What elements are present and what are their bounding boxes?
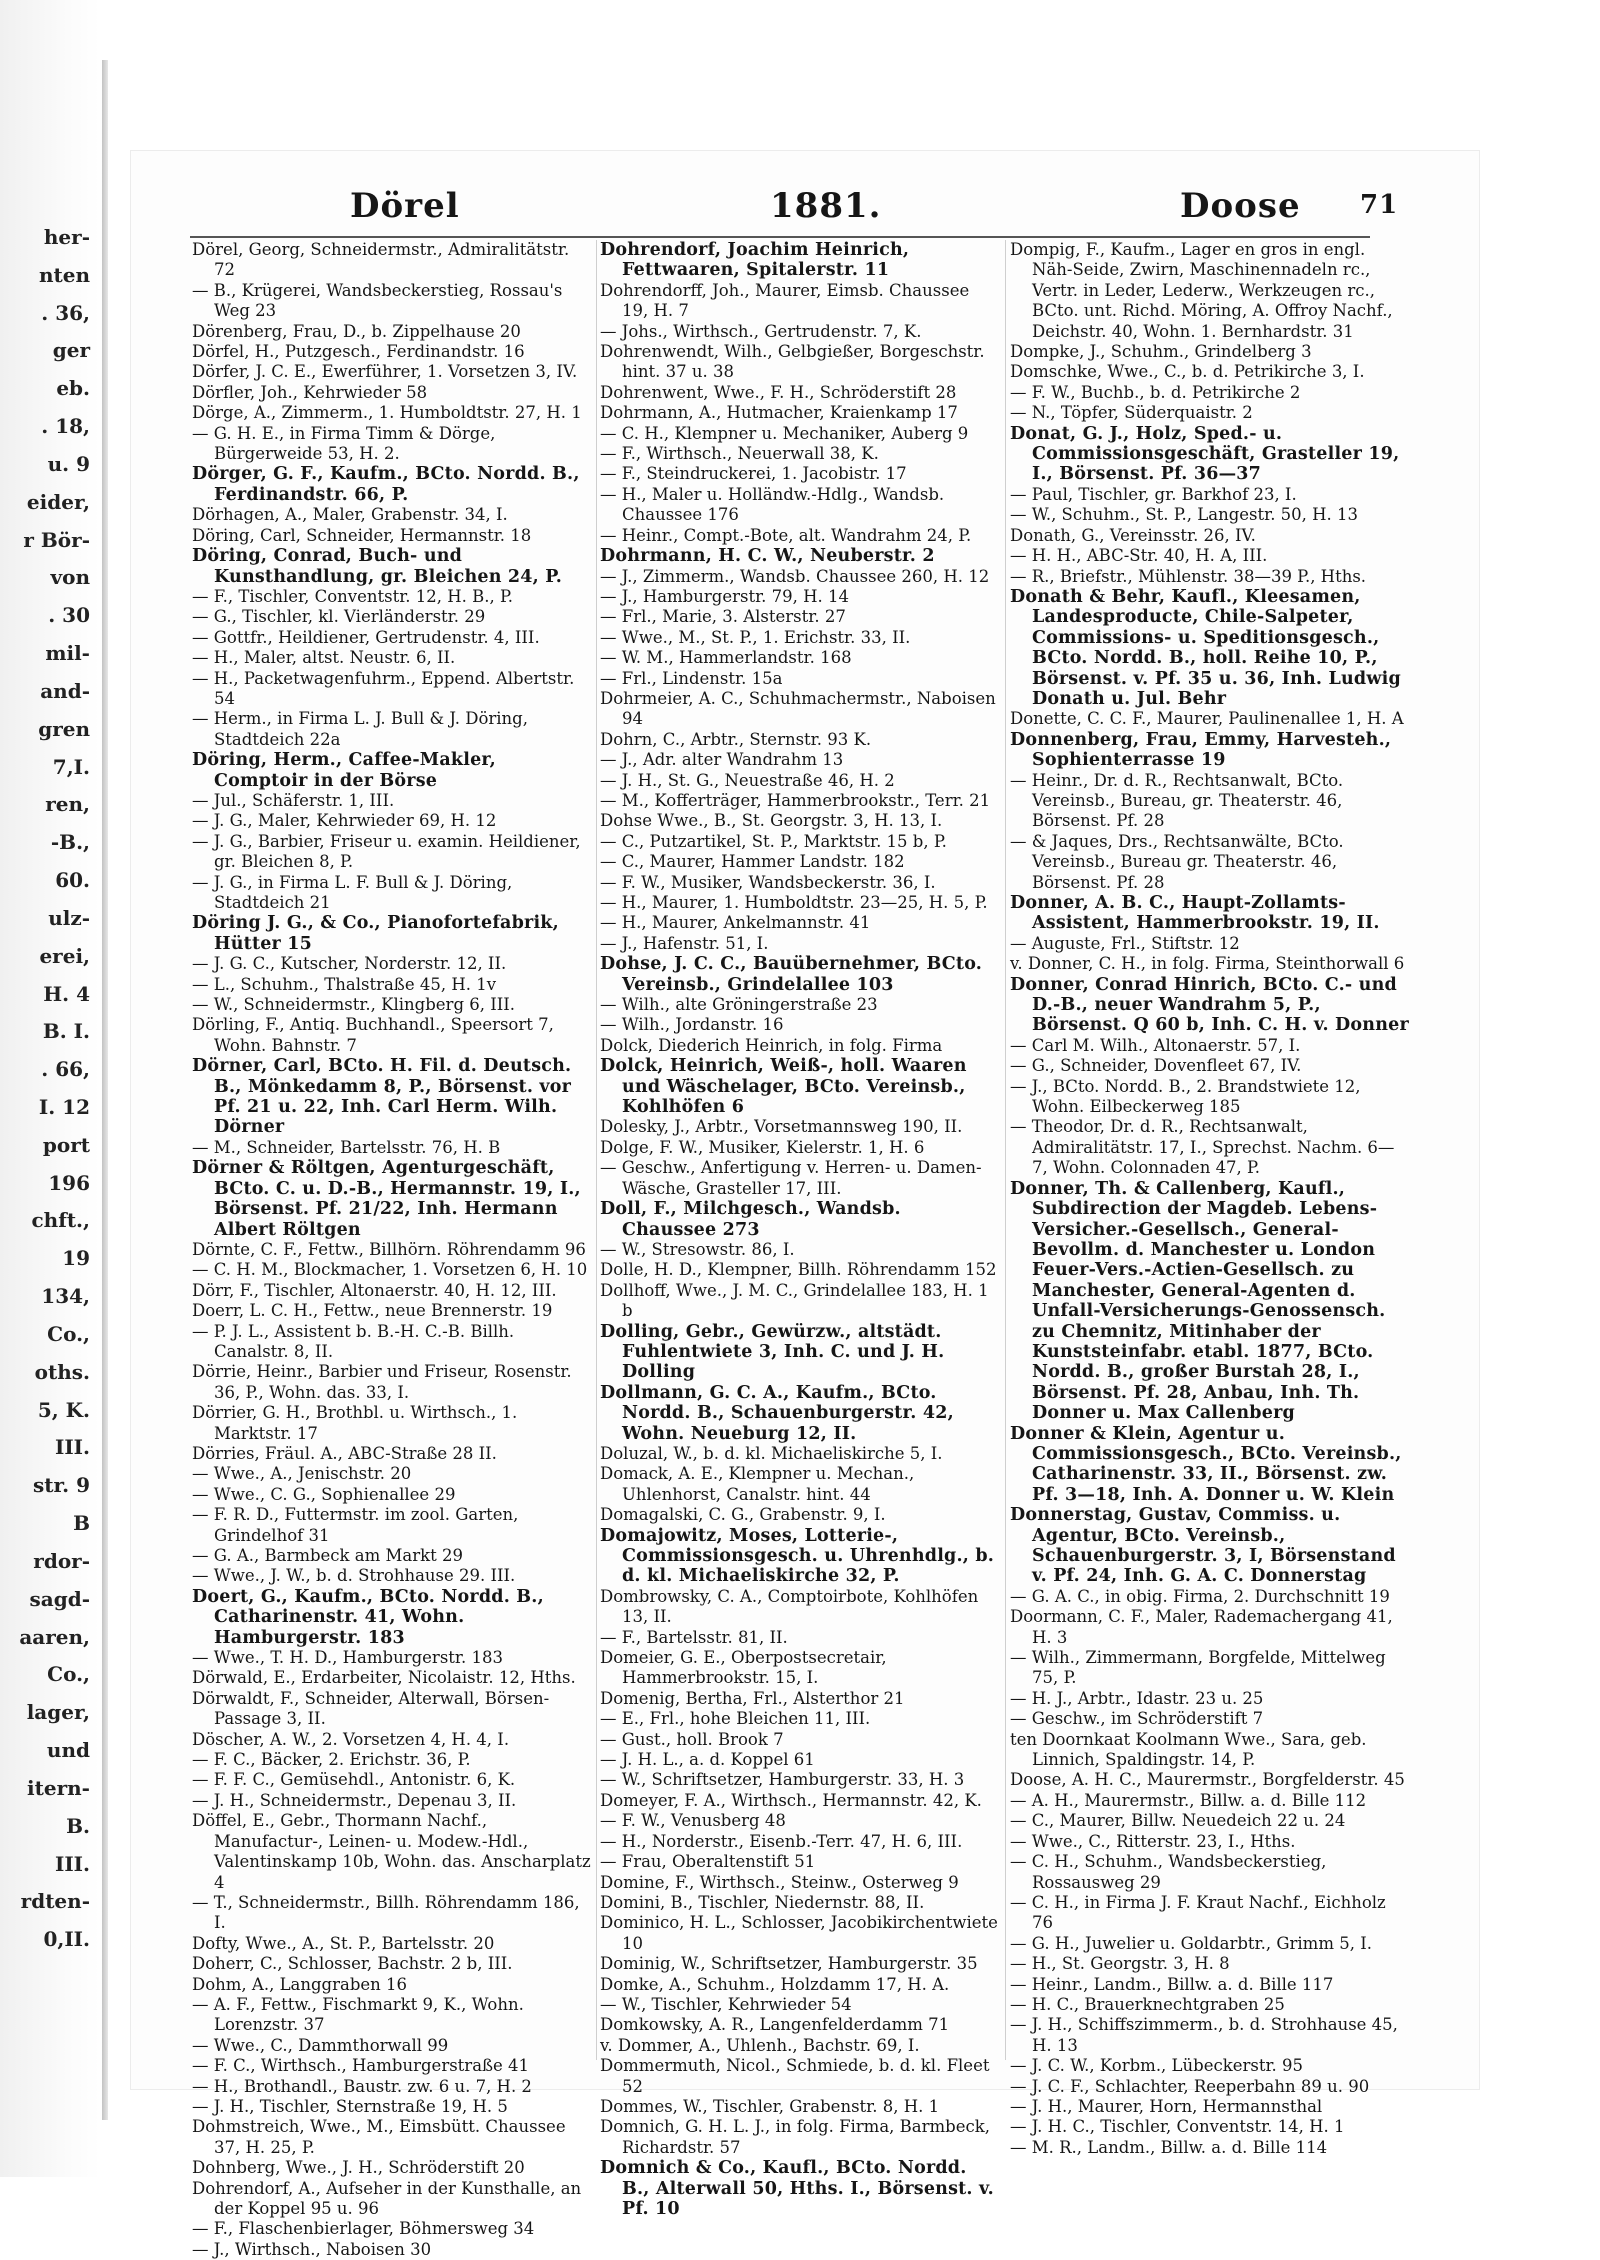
directory-entry: — C., Maurer, Hammer Landstr. 182 [600, 852, 905, 872]
directory-entry: — F., Steindruckerei, 1. Jacobistr. 17 [600, 464, 907, 484]
directory-entry: Dommermuth, Nicol., Schmiede, b. d. kl. Fleet 52 [600, 2056, 990, 2096]
directory-entry: v. Donner, C. H., in folg. Firma, Steinthorwall 6 [1010, 954, 1405, 974]
directory-entry: — W. M., Hammerlandstr. 168 [600, 648, 852, 668]
directory-entry: Domkowsky, A. R., Langenfelderdamm 71 [600, 2015, 950, 2035]
directory-entry: — J., Adr. alter Wandrahm 13 [600, 750, 844, 770]
directory-entry: Dohrmann, A., Hutmacher, Kraienkamp 17 [600, 403, 958, 423]
directory-entry: Dolck, Diederich Heinrich, in folg. Firma [600, 1035, 943, 1055]
directory-entry: — N., Töpfer, Süderquaistr. 2 [1010, 403, 1253, 423]
directory-entry: Dörwald, E., Erdarbeiter, Nicolaistr. 12, Hths. [192, 1668, 576, 1688]
directory-entry: — Wwe., C., Ritterstr. 23, I., Hths. [1010, 1831, 1296, 1851]
previous-page-fragment: mil- [45, 641, 90, 665]
directory-entry: Dörge, A., Zimmerm., 1. Humboldtstr. 27, H. 1 [192, 403, 582, 423]
previous-page-fragment: port [42, 1133, 90, 1157]
directory-entry: Döring, Carl, Schneider, Hermannstr. 18 [192, 525, 532, 545]
column-right [1010, 240, 1410, 2157]
directory-entry: Domnich, G. H. L. J., in folg. Firma, Barmbeck, Richardstr. 57 [600, 2117, 990, 2157]
directory-entry: — H. J., Arbtr., Idastr. 23 u. 25 [1010, 1688, 1264, 1708]
header-year: 1881. [770, 186, 882, 226]
previous-page-fragment: her- [43, 225, 90, 249]
directory-entry: Dolle, H. D., Klempner, Billh. Röhrendamm 152 [600, 1260, 997, 1280]
directory-entry: — Wwe., C., Dammthorwall 99 [192, 2035, 449, 2055]
directory-entry: Dominico, H. L., Schlosser, Jacobikirchentwiete 10 [600, 1913, 998, 1953]
previous-page-fragment: 134, [41, 1284, 90, 1308]
directory-entry: — M., Schneider, Bartelsstr. 76, H. B [192, 1137, 501, 1157]
previous-page-fragment: lager, [26, 1700, 90, 1724]
directory-entry: — Herm., in Firma L. J. Bull & J. Döring, Stadtdeich 22a [192, 709, 528, 749]
directory-entry: — A. F., Fettw., Fischmarkt 9, K., Wohn. Lorenzstr. 37 [192, 1994, 524, 2035]
directory-entry: Döscher, A. W., 2. Vorsetzen 4, H. 4, I. [192, 1729, 510, 1749]
directory-entry: Dohnberg, Wwe., J. H., Schröderstift 20 [192, 2158, 525, 2178]
directory-entry: — Jul., Schäferstr. 1, III. [192, 790, 395, 810]
previous-page-fragment: . 18, [41, 414, 90, 438]
previous-page-fragment: eb. [56, 376, 90, 400]
directory-entry: — H., Norderstr., Eisenb.-Terr. 47, H. 6, III. [600, 1831, 963, 1851]
directory-entry: — J. G. C., Kutscher, Norderstr. 12, II. [192, 954, 507, 974]
directory-entry: — J. H., Maurer, Horn, Hermannsthal [1010, 2096, 1323, 2116]
directory-entry: — Wilh., Jordanstr. 16 [600, 1015, 784, 1035]
directory-entry: — J. H., St. G., Neuestraße 46, H. 2 [600, 770, 895, 790]
directory-entry: — Wwe., C. G., Sophienallee 29 [192, 1484, 456, 1504]
previous-page-fragment: von [50, 565, 90, 589]
directory-entry: Domschke, Wwe., C., b. d. Petrikirche 3, I. [1010, 362, 1365, 382]
directory-entry: Doll, F., Milchgesch., Wandsb. Chaussee 273 [600, 1199, 901, 1240]
directory-entry: Donette, C. C. F., Maurer, Paulinenallee 1, H. A [1010, 709, 1404, 729]
directory-entry: — Gust., holl. Brook 7 [600, 1729, 784, 1749]
directory-entry: Dörner, Carl, BCto. H. Fil. d. Deutsch. B., Mönkedamm 8, P., Börsenst. vor Pf. 21 u. 22, Inh. Carl Herm. Wilh. Dörner [192, 1056, 572, 1138]
directory-entry: — H., Maler u. Holländw.-Hdlg., Wandsb. Chaussee 176 [600, 484, 945, 525]
previous-page-fragment: itern- [27, 1776, 90, 1800]
previous-page-fragment: und [46, 1738, 90, 1762]
directory-entry: — Geschw., Anfertigung v. Herren- u. Damen-Wäsche, Grasteller 17, III. [600, 1158, 982, 1198]
directory-entry: — F., Flaschenbierlager, Böhmersweg 34 [192, 2219, 535, 2239]
directory-entry: Domajowitz, Moses, Lotterie-, Commissionsgesch. u. Uhrenhdlg., b. d. kl. Michaeliskirche 32, P. [600, 1525, 995, 1587]
directory-entry: — H., Brothandl., Baustr. zw. 6 u. 7, H. 2 [192, 2076, 532, 2096]
directory-entry: Dombrowsky, C. A., Comptoirbote, Kohlhöfen 13, II. [600, 1586, 979, 1627]
previous-page-fragment: aaren, [19, 1625, 90, 1649]
directory-entry: — Frl., Marie, 3. Alsterstr. 27 [600, 607, 846, 627]
previous-page-fragment: B [73, 1511, 90, 1535]
previous-page-fragment: chft., [31, 1208, 90, 1232]
previous-page-fragment: erei, [39, 944, 90, 968]
previous-page-fragment: 60. [55, 868, 90, 892]
directory-entry: Döring, Conrad, Buch- und Kunsthandlung, gr. Bleichen 24, P. [192, 546, 563, 587]
previous-page-fragment: III. [54, 1435, 90, 1459]
directory-entry: — Carl M. Wilh., Altonaerstr. 57, I. [1010, 1035, 1301, 1055]
directory-entry: Donnerstag, Gustav, Commiss. u. Agentur, BCto. Vereinsb., Schauenburgerstr. 3, I, Börsenstand v. Pf. 24, Inh. G. A. C. Donnerstag [1010, 1505, 1396, 1587]
directory-entry: Döring, Herm., Caffee-Makler, Comptoir in der Börse [192, 750, 496, 791]
directory-entry: — H., Maurer, Ankelmannstr. 41 [600, 913, 871, 933]
directory-entry: Domeier, G. E., Oberpostsecretair, Hammerbrookstr. 15, I. [600, 1648, 887, 1688]
directory-entry: Doormann, C. F., Maler, Rademachergang 41, H. 3 [1010, 1607, 1393, 1647]
directory-entry: Dolck, Heinrich, Weiß-, holl. Waaren und Wäschelager, BCto. Vereinsb., Kohlhöfen 6 [600, 1056, 967, 1118]
directory-entry: — G. H., Juwelier u. Goldarbtr., Grimm 5, I. [1010, 1933, 1372, 1953]
previous-page-fragment: u. 9 [47, 452, 90, 476]
directory-entry: Döffel, E., Gebr., Thormann Nachf., Manufactur-, Leinen- u. Modew.-Hdl., Valentinskamp 10b, Wohn. das. Anscharplatz 4 [192, 1811, 591, 1892]
previous-page-fragment: 7,I. [52, 755, 90, 779]
directory-entry: Domeyer, F. A., Wirthsch., Hermannstr. 42, K. [600, 1790, 982, 1810]
directory-entry: — F. W., Venusberg 48 [600, 1811, 786, 1831]
directory-entry: — Heinr., Dr. d. R., Rechtsanwalt, BCto. Vereinsb., Bureau, gr. Theaterstr. 46, Börsenst. Pf. 28 [1010, 770, 1344, 831]
directory-entry: — Johs., Wirthsch., Gertrudenstr. 7, K. [600, 321, 922, 341]
directory-entry: Döring J. G., & Co., Pianofortefabrik, Hütter 15 [192, 913, 559, 954]
directory-entry: Domagalski, C. G., Grabenstr. 9, I. [600, 1505, 886, 1525]
directory-entry: — G. A. C., in obig. Firma, 2. Durchschnitt 19 [1010, 1586, 1390, 1606]
directory-entry: — J., Zimmerm., Wandsb. Chaussee 260, H. 12 [600, 566, 990, 586]
directory-entry: — J. G., in Firma L. F. Bull & J. Döring, Stadtdeich 21 [192, 872, 513, 912]
directory-entry: Dörfer, J. C. E., Ewerführer, 1. Vorsetzen 3, IV. [192, 362, 578, 382]
directory-entry: — B., Krügerei, Wandsbeckerstieg, Rossau's Weg 23 [192, 280, 563, 321]
book-gutter [102, 60, 108, 2120]
previous-page-fragment: Co., [47, 1662, 90, 1686]
directory-entry: Domnich & Co., Kaufl., BCto. Nordd. B., Alterwall 50, Hths. I., Börsenst. v. Pf. 10 [600, 2158, 994, 2219]
directory-entry: Domini, B., Tischler, Niedernstr. 88, II. [600, 1892, 925, 1912]
page-number: 71 [1360, 190, 1399, 220]
directory-entry: Dolesky, J., Arbtr., Vorsetmannsweg 190, II. [600, 1117, 963, 1137]
directory-entry: — J. H., Schiffszimmerm., b. d. Strohhause 45, H. 13 [1010, 2015, 1398, 2055]
directory-entry: Dohrenwendt, Wilh., Gelbgießer, Borgeschstr. hint. 37 u. 38 [600, 342, 985, 382]
previous-page-fragment: sagd- [29, 1587, 90, 1611]
directory-entry: — Wwe., J. W., b. d. Strohhause 29. III. [192, 1566, 516, 1586]
directory-entry: — F. W., Buchb., b. d. Petrikirche 2 [1010, 382, 1301, 402]
directory-entry: — W., Stresowstr. 86, I. [600, 1239, 795, 1259]
directory-entry: — H., St. Georgstr. 3, H. 8 [1010, 1954, 1230, 1974]
directory-entry: Dörrie, Heinr., Barbier und Friseur, Rosenstr. 36, P., Wohn. das. 33, I. [192, 1362, 572, 1402]
directory-entry: Dörries, Fräul. A., ABC-Straße 28 II. [192, 1443, 497, 1463]
directory-entry: — C., Maurer, Billw. Neuedeich 22 u. 24 [1010, 1811, 1346, 1831]
directory-entry: — J., Hafenstr. 51, I. [600, 933, 769, 953]
directory-entry: Donnenberg, Frau, Emmy, Harvesteh., Sophienterrasse 19 [1010, 729, 1392, 771]
directory-entry: — G. A., Barmbeck am Markt 29 [192, 1546, 464, 1565]
directory-entry: — Frl., Lindenstr. 15a [600, 668, 783, 688]
directory-entry: — M. R., Landm., Billw. a. d. Bille 114 [1010, 2137, 1328, 2157]
directory-entry: — C. H., Klempner u. Mechaniker, Auberg 9 [600, 423, 969, 443]
directory-entry: Doerr, L. C. H., Fettw., neue Brennerstr. 19 [192, 1301, 553, 1321]
directory-entry: Dörhagen, A., Maler, Grabenstr. 34, I. [192, 505, 508, 525]
directory-entry: Donner, A. B. C., Haupt-Zollamts-Assistent, Hammerbrookstr. 19, II. [1010, 893, 1380, 934]
previous-page-fragment: ulz- [48, 906, 90, 930]
column-left [192, 240, 592, 2259]
directory-entry: Dörner & Röltgen, Agenturgeschäft, BCto. C. u. D.-B., Hermannstr. 19, I., Börsenst. Pf. 21/22, Inh. Hermann Albert Röltgen [192, 1158, 581, 1240]
directory-entry: Dörrier, G. H., Brothbl. u. Wirthsch., 1. Marktstr. 17 [192, 1403, 518, 1443]
header-rule [190, 236, 1370, 238]
header-right-keyword: Doose [1180, 186, 1301, 226]
directory-entry: — W., Schriftsetzer, Hamburgerstr. 33, H. 3 [600, 1770, 965, 1790]
previous-page-fragment: oths. [34, 1360, 90, 1384]
previous-page-fragment: rdten- [20, 1889, 90, 1913]
directory-entry: — F. W., Musiker, Wandsbeckerstr. 36, I. [600, 872, 936, 892]
column-separator [1005, 240, 1006, 2060]
directory-entry: Dohrenwent, Wwe., F. H., Schröderstift 28 [600, 382, 957, 402]
previous-page-fragment: H. 4 [43, 982, 90, 1006]
directory-entry: — Wilh., alte Gröningerstraße 23 [600, 995, 878, 1015]
directory-entry: — J. G., Maler, Kehrwieder 69, H. 12 [192, 811, 497, 831]
directory-entry: Donat, G. J., Holz, Sped.- u. Commissionsgeschäft, Grasteller 19, I., Börsenst. Pf. 36—37 [1010, 423, 1400, 485]
previous-page-fragment: nten [38, 263, 90, 287]
directory-entry: Doluzal, W., b. d. kl. Michaeliskirche 5, I. [600, 1443, 943, 1463]
directory-entry: — J. G., Barbier, Friseur u. examin. Heildiener, gr. Bleichen 8, P. [192, 831, 581, 872]
directory-entry: — W., Tischler, Kehrwieder 54 [600, 1994, 852, 2014]
previous-page-fragment: . 36, [41, 301, 90, 325]
directory-entry: — Heinr., Landm., Billw. a. d. Bille 117 [1010, 1974, 1334, 1994]
previous-page-fragment: and- [40, 679, 90, 703]
directory-entry: Dohrendorff, Joh., Maurer, Eimsb. Chaussee 19, H. 7 [600, 280, 970, 321]
directory-entry: Dohm, A., Langgraben 16 [192, 1974, 408, 1994]
directory-entry: — Auguste, Frl., Stiftstr. 12 [1010, 933, 1240, 953]
directory-entry: — E., Frl., hohe Bleichen 11, III. [600, 1709, 871, 1729]
directory-entry: — Wwe., A., Jenischstr. 20 [192, 1464, 412, 1484]
directory-entry: Dommes, W., Tischler, Grabenstr. 8, H. 1 [600, 2096, 940, 2116]
directory-entry: — T., Schneidermstr., Billh. Röhrendamm 186, I. [192, 1892, 580, 1933]
directory-entry: Dörger, G. F., Kaufm., BCto. Nordd. B., Ferdinandstr. 66, P. [192, 464, 580, 505]
directory-entry: — Heinr., Compt.-Bote, alt. Wandrahm 24, P. [600, 525, 972, 545]
directory-entry: — F., Wirthsch., Neuerwall 38, K. [600, 444, 879, 464]
directory-entry: Dohse Wwe., B., St. Georgstr. 3, H. 13, I. [600, 811, 943, 831]
directory-entry: — F., Bartelsstr. 81, II. [600, 1627, 788, 1647]
header-left-keyword: Dörel [350, 186, 460, 226]
directory-entry: — F. R. D., Futtermstr. im zool. Garten, Grindelhof 31 [192, 1505, 519, 1545]
directory-entry: — J. H. C., Tischler, Conventstr. 14, H. 1 [1010, 2117, 1345, 2137]
directory-entry: — G., Schneider, Dovenfleet 67, IV. [1010, 1056, 1302, 1076]
directory-entry: — F. C., Bäcker, 2. Erichstr. 36, P. [192, 1750, 471, 1770]
directory-entry: — J. H., Schneidermstr., Depenau 3, II. [192, 1790, 517, 1810]
directory-entry: Dörnte, C. F., Fettw., Billhörn. Röhrendamm 96 [192, 1239, 586, 1259]
directory-entry: — J., BCto. Nordd. B., 2. Brandstwiete 12, Wohn. Eilbeckerweg 185 [1010, 1076, 1361, 1117]
directory-entry: Domine, F., Wirthsch., Steinw., Osterweg 9 [600, 1872, 959, 1892]
directory-entry: — Wwe., M., St. P., 1. Erichstr. 33, II. [600, 627, 911, 647]
directory-entry: — L., Schuhm., Thalstraße 45, H. 1v [192, 974, 497, 994]
directory-entry: Dohrmeier, A. C., Schuhmachermstr., Naboisen 94 [600, 688, 996, 729]
directory-entry: Domenig, Bertha, Frl., Alsterthor 21 [600, 1688, 905, 1708]
directory-entry: — W., Schuhm., St. P., Langestr. 50, H. 13 [1010, 505, 1359, 525]
directory-entry: — W., Schneidermstr., Klingberg 6, III. [192, 995, 516, 1015]
directory-entry: — J., Wirthsch., Naboisen 30 [192, 2239, 432, 2259]
directory-entry: — Paul, Tischler, gr. Barkhof 23, I. [1010, 484, 1297, 504]
previous-page-fragment: 5, K. [37, 1398, 90, 1422]
directory-entry: v. Dommer, A., Uhlenh., Bachstr. 69, I. [600, 2035, 920, 2055]
directory-entry: Dohrn, C., Arbtr., Sternstr. 93 K. [600, 729, 872, 749]
previous-page-fragment: gren [38, 717, 90, 741]
directory-entry: — J. C. F., Schlachter, Reeperbahn 89 u. 90 [1010, 2076, 1370, 2096]
directory-entry: Donner & Klein, Agentur u. Commissionsgesch., BCto. Vereinsb., Catharinenstr. 33, II., Börsenst. zw. Pf. 3—18, Inh. A. Donner u. W. Klein [1010, 1423, 1402, 1505]
directory-entry: — H. C., Brauerknechtgraben 25 [1010, 1994, 1285, 2014]
previous-page-fragment: r Bör- [23, 528, 90, 552]
directory-entry: Donner, Conrad Hinrich, BCto. C.- und D.-B., neuer Wandrahm 5, P., Börsenst. Q 60 b, Inh. C. H. v. Donner [1010, 974, 1409, 1036]
directory-entry: — J. H., Tischler, Sternstraße 19, H. 5 [192, 2096, 508, 2116]
directory-entry: ten Doornkaat Koolmann Wwe., Sara, geb. Linnich, Spaldingstr. 14, P. [1010, 1729, 1367, 1770]
column-middle [600, 240, 1000, 2219]
directory-entry: Donath & Behr, Kaufl., Kleesamen, Landesproducte, Chile-Salpeter, Commissions- u. Speditionsgesch., BCto. Nordd. B., holl. Reihe 10, P., Börsenst. v. Pf. 35 u. 36, Inh. Ludwig Donath u. Jul. Behr [1010, 586, 1401, 709]
directory-entry: Dohmstreich, Wwe., M., Eimsbütt. Chaussee 37, H. 25, P. [192, 2117, 566, 2157]
directory-entry: Doert, G., Kaufm., BCto. Nordd. B., Catharinenstr. 41, Wohn. Hamburgerstr. 183 [192, 1586, 544, 1648]
directory-entry: — M., Kofferträger, Hammerbrookstr., Terr. 21 [600, 790, 991, 810]
previous-page-fragment: str. 9 [32, 1473, 90, 1497]
previous-page-fragment: B. I. [42, 1019, 90, 1043]
directory-entry: Dörr, F., Tischler, Altonaerstr. 40, H. 12, III. [192, 1280, 557, 1300]
directory-entry: — Gottfr., Heildiener, Gertrudenstr. 4, III. [192, 627, 540, 647]
directory-entry: — F. F. C., Gemüsehdl., Antonistr. 6, K. [192, 1770, 516, 1790]
directory-entry: — J., Hamburgerstr. 79, H. 14 [600, 586, 849, 606]
previous-page-fragment: ren, [45, 792, 90, 816]
directory-entry: Dofty, Wwe., A., St. P., Bartelsstr. 20 [192, 1933, 495, 1953]
directory-entry: — Wilh., Zimmermann, Borgfelde, Mittelweg 75, P. [1010, 1648, 1386, 1688]
directory-entry: — H., Maler, altst. Neustr. 6, II. [192, 648, 456, 668]
directory-entry: Dominig, W., Schriftsetzer, Hamburgerstr. 35 [600, 1954, 978, 1974]
previous-page-fragment: B. [66, 1814, 90, 1838]
column-separator [596, 240, 597, 2060]
directory-entry: Dompke, J., Schuhm., Grindelberg 3 [1010, 342, 1312, 362]
directory-entry: Dörfler, Joh., Kehrwieder 58 [192, 382, 428, 402]
directory-entry: Dörfel, H., Putzgesch., Ferdinandstr. 16 [192, 342, 525, 362]
directory-entry: — H., Maurer, 1. Humboldtstr. 23—25, H. 5, P. [600, 893, 988, 912]
previous-page-fragment: Co., [47, 1322, 90, 1346]
directory-entry: Dompig, F., Kaufm., Lager en gros in engl. Näh-Seide, Zwirn, Maschinennadeln rc., Vertr. in Leder, Lederw., Werkzeugen rc., BCto. unt. Richd. Möring, A. Offroy Nachf., Deichstr. 40, Wohn. 1. Bernhardstr. 31 [1010, 240, 1393, 341]
previous-page-fragment: ger [52, 338, 90, 362]
previous-page-fragment: I. 12 [38, 1095, 90, 1119]
previous-page-fragment: . 30 [48, 603, 90, 627]
directory-entry: Dollmann, G. C. A., Kaufm., BCto. Nordd. B., Schauenburgerstr. 42, Wohn. Neueburg 12, II. [600, 1382, 954, 1444]
directory-entry: — G., Tischler, kl. Vierländerstr. 29 [192, 607, 486, 627]
directory-entry: — Wwe., T. H. D., Hamburgerstr. 183 [192, 1648, 503, 1668]
directory-entry: Dohse, J. C. C., Bauübernehmer, BCto. Vereinsb., Grindelallee 103 [600, 954, 983, 995]
directory-entry: Dolge, F. W., Musiker, Kielerstr. 1, H. 6 [600, 1137, 925, 1157]
previous-page-fragment: III. [54, 1852, 90, 1876]
directory-entry: — J. H. L., a. d. Koppel 61 [600, 1750, 815, 1770]
directory-entry: — G. H. E., in Firma Timm & Dörge, Bürgerweide 53, H. 2. [192, 423, 496, 464]
previous-page-fragment: 0,II. [43, 1927, 90, 1951]
page-header [150, 186, 1399, 234]
directory-entry: — C. H., in Firma J. F. Kraut Nachf., Eichholz 76 [1010, 1892, 1386, 1933]
directory-entry: Dohrmann, H. C. W., Neuberstr. 2 [600, 546, 935, 567]
directory-entry: Dörenberg, Frau, D., b. Zippelhause 20 [192, 321, 521, 341]
previous-page-fragment: -B., [50, 830, 90, 854]
directory-entry: — C. H. M., Blockmacher, 1. Vorsetzen 6, H. 10 [192, 1260, 588, 1280]
previous-page-fragment: 196 [48, 1171, 90, 1195]
directory-entry: Donner, Th. & Callenberg, Kaufl., Subdirection der Magdeb. Lebens-Versicher.-Gesellsch., General-Bevollm. d. Manchester u. London Feuer-Vers.-Actien-Gesellsch. zu Manchester, General-Agenten d. Unfall-Versicherungs-Genossensch. zu Chemnitz, Mitinhaber der Kunststeinfabr. etabl. 1877, BCto. Nordd. B., großer Burstah 28, I., Börsenst. Pf. 28, Anbau, Inh. Th. Donner u. Max Callenberg [1010, 1178, 1386, 1424]
directory-entry: — J. C. W., Korbm., Lübeckerstr. 95 [1010, 2056, 1304, 2076]
directory-entry: — R., Briefstr., Mühlenstr. 38—39 P., Hths. [1010, 566, 1367, 586]
directory-entry: Dörel, Georg, Schneidermstr., Admiralitätstr. 72 [192, 240, 570, 280]
directory-entry: — Frau, Oberaltenstift 51 [600, 1852, 816, 1872]
directory-entry: Doose, A. H. C., Maurermstr., Borgfelderstr. 45 [1010, 1770, 1405, 1790]
directory-entry: — F. C., Wirthsch., Hamburgerstraße 41 [192, 2056, 530, 2076]
directory-entry: — Geschw., im Schröderstift 7 [1010, 1709, 1264, 1729]
directory-entry: — & Jaques, Drs., Rechtsanwälte, BCto. Vereinsb., Bureau gr. Theaterstr. 46, Börsenst. Pf. 28 [1010, 831, 1344, 892]
directory-entry: — P. J. L., Assistent b. B.-H. C.-B. Billh. Canalstr. 8, II. [192, 1321, 515, 1361]
directory-entry: Dollhoff, Wwe., J. M. C., Grindelallee 183, H. 1 b [600, 1280, 989, 1321]
directory-entry: Domack, A. E., Klempner u. Mechan., Uhlenhorst, Canalstr. hint. 44 [600, 1464, 915, 1504]
directory-entry: Dörwaldt, F., Schneider, Alterwall, Börsen-Passage 3, II. [192, 1688, 550, 1729]
directory-entry: Donath, G., Vereinsstr. 26, IV. [1010, 525, 1256, 545]
directory-entry: Domke, A., Schuhm., Holzdamm 17, H. A. [600, 1974, 950, 1994]
previous-page-fragment: 19 [62, 1246, 90, 1270]
directory-entry: — H., Packetwagenfuhrm., Eppend. Albertstr. 54 [192, 668, 575, 708]
directory-entry: Dörling, F., Antiq. Buchhandl., Speersort 7, Wohn. Bahnstr. 7 [192, 1015, 554, 1055]
directory-entry: — Theodor, Dr. d. R., Rechtsanwalt, Admiralitätstr. 17, I., Sprechst. Nachm. 6—7, Wohn. Colonnaden 47, P. [1010, 1117, 1395, 1178]
directory-entry: — F., Tischler, Conventstr. 12, H. B., P. [192, 586, 514, 606]
previous-page-fragment: rdor- [33, 1549, 90, 1573]
previous-page-fragment: . 66, [41, 1057, 90, 1081]
directory-entry: Dohrendorf, Joachim Heinrich, Fettwaaren, Spitalerstr. 11 [600, 240, 910, 281]
previous-page-fragment: eider, [26, 490, 90, 514]
directory-entry: — C. H., Schuhm., Wandsbeckerstieg, Rossausweg 29 [1010, 1852, 1327, 1892]
directory-entry: — H. H., ABC-Str. 40, H. A, III. [1010, 546, 1268, 566]
previous-page-edge [0, 225, 96, 1985]
directory-entry: — C., Putzartikel, St. P., Marktstr. 15 b, P. [600, 831, 947, 851]
directory-entry: — A. H., Maurermstr., Billw. a. d. Bille 112 [1010, 1790, 1367, 1810]
directory-entry: Dohrendorf, A., Aufseher in der Kunsthalle, an der Koppel 95 u. 96 [192, 2178, 582, 2218]
directory-entry: Dolling, Gebr., Gewürzw., altstädt. Fuhlentwiete 3, Inh. C. und J. H. Dolling [600, 1321, 945, 1383]
directory-entry: Doherr, C., Schlosser, Bachstr. 2 b, III. [192, 1954, 513, 1974]
